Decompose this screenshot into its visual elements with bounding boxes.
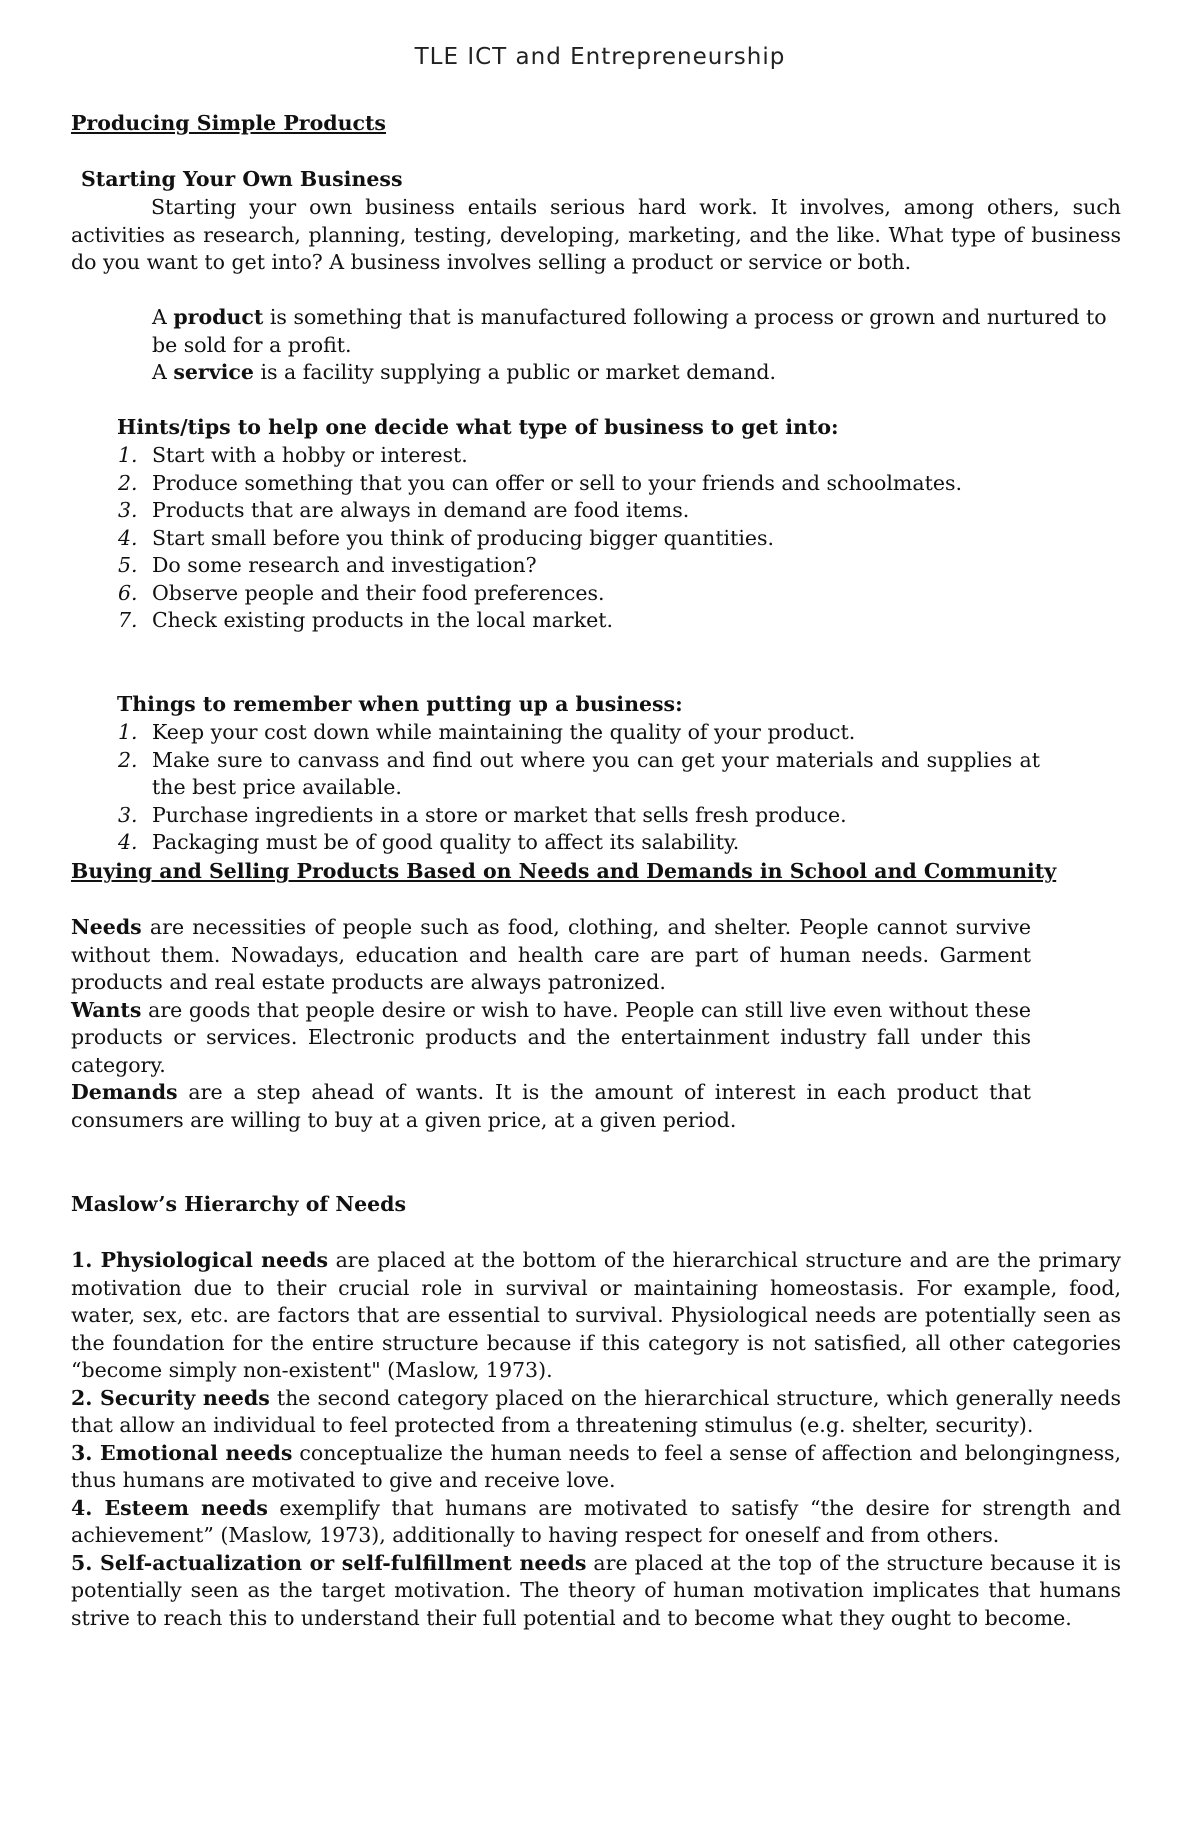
- list-item: 2. Make sure to canvass and find out where you can get your materials and supplies at the best price available.: [118, 747, 1040, 799]
- hints-list: [71, 442, 1121, 635]
- intro-paragraph: Starting your own business entails serious hard work. It involves, among others, such activities as research, planning, testing, developing, marketing, and the like. What type of business do you want to get into? A business involves selling a product or service or both.: [71, 195, 1121, 274]
- maslow-item-emotional: 3. Emotional needs conceptualize the human needs to feel a sense of affection and belongingness, thus humans are motivated to give and receive love.: [71, 1440, 1121, 1492]
- subheading-starting-business: Starting Your Own Business: [81, 167, 403, 191]
- list-item: 3. Purchase ingredients in a store or market that sells fresh produce.: [118, 802, 847, 827]
- remember-heading: Things to remember when putting up a business:: [117, 692, 683, 716]
- maslow-item-esteem: 4. Esteem needs exemplify that humans are motivated to satisfy “the desire for strength and achievement” (Maslow, 1973), additionally to having respect for oneself and from others.: [71, 1495, 1122, 1547]
- list-item: 5. Do some research and investigation?: [118, 553, 537, 577]
- hints-heading: Hints/tips to help one decide what type of business to get into:: [117, 415, 839, 439]
- maslow-list: [71, 1247, 1121, 1632]
- list-item: 2. Produce something that you can offer or sell to your friends and schoolmates.: [118, 470, 962, 495]
- list-item: 1. Start with a hobby or interest.: [118, 443, 468, 467]
- list-item: 4. Packaging must be of good quality to affect its salability.: [118, 830, 740, 854]
- demands-paragraph: Demands are a step ahead of wants. It is the amount of interest in each product that consumers are willing to buy at a given price, at a given period.: [71, 1080, 1031, 1132]
- list-item: 3. Products that are always in demand are food items.: [118, 498, 690, 522]
- maslow-item-physiological: 1. Physiological needs are placed at the bottom of the hierarchical structure and are the primary motivation due to their crucial role in survival or maintaining homeostasis. For example, food, water, sex, etc. are factors that are essential to survival. Physiological needs are potentially seen as the foundation for the entire structure because if this category is not satisfied, all other categories “become simply non-existent" (Maslow, 1973).: [71, 1248, 1121, 1382]
- list-item: 1. Keep your cost down while maintaining the quality of your product.: [118, 720, 856, 744]
- maslow-item-security: 2. Security needs the second category placed on the hierarchical structure, which generally needs that allow an individual to feel protected from a threatening stimulus (e.g. shelter, security).: [71, 1385, 1121, 1437]
- service-definition: A service is a facility supplying a public or market demand.: [152, 360, 777, 384]
- wants-paragraph: Wants are goods that people desire or wish to have. People can still live even without these products or services. Electronic products and the entertainment industry fall under this category.: [71, 997, 1031, 1077]
- needs-wants-demands: [71, 914, 1031, 1134]
- remember-list: [71, 719, 1040, 857]
- maslow-item-self-actualization: 5. Self-actualization or self-fulfillment needs are placed at the top of the structure because it is potentially seen as the target motivation. The theory of human motivation implicates that humans strive to reach this to understand their full potential and to become what they ought to become.: [71, 1550, 1121, 1630]
- page-header: TLE ICT and Entrepreneurship: [414, 44, 786, 70]
- list-item: 6. Observe people and their food preferences.: [118, 580, 605, 605]
- section-title-producing: Producing Simple Products: [71, 111, 386, 135]
- list-item: 7. Check existing products in the local market.: [118, 608, 613, 632]
- maslow-heading: Maslow’s Hierarchy of Needs: [71, 1192, 407, 1216]
- product-definition: A product is something that is manufactured following a process or grown and nurtured to be sold for a profit.: [152, 305, 1107, 357]
- section-title-buying-selling: Buying and Selling Products Based on Needs and Demands in School and Community: [71, 859, 1057, 883]
- needs-paragraph: Needs are necessities of people such as food, clothing, and shelter. People cannot survive without them. Nowadays, education and health care are part of human needs. Garment products and real estate products are always patronized.: [71, 915, 1031, 994]
- list-item: 4. Start small before you think of producing bigger quantities.: [118, 525, 775, 550]
